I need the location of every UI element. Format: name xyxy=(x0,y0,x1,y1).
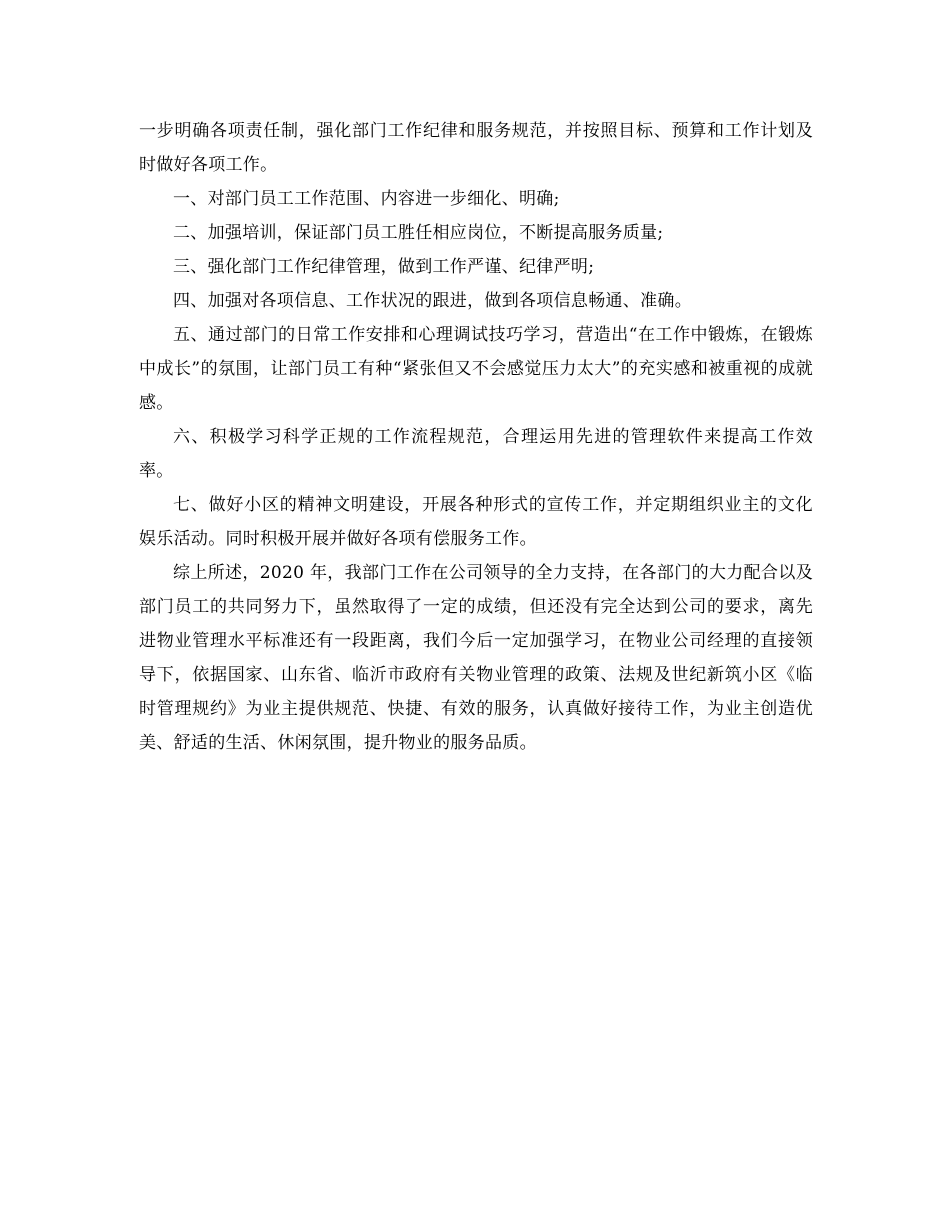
paragraph-item-1: 一、对部门员工工作范围、内容进一步细化、明确; xyxy=(173,189,560,209)
paragraph-continued: 一步明确各项责任制，强化部门工作纪律和服务规范，并按照目标、预算和工作计划及时做好各项工作。 xyxy=(139,121,813,175)
paragraph-item-4: 四、加强对各项信息、工作状况的跟进，做到各项信息畅通、准确。 xyxy=(173,291,692,311)
paragraph-summary: 综上所述，2020 年，我部门工作在公司领导的全力支持，在各部门的大力配合以及部门员工的共同努力下，虽然取得了一定的成绩，但还没有完全达到公司的要求，离先进物业管理水平标准还有一段距离，我们今后一定加强学习，在物业公司经理的直接领导下，依据国家、山东省、临沂市政府有关物业管理的政策、法规及世纪新筑小区《临时管理规约》为业主提供规范、快捷、有效的服务，认真做好接待工作，为业主创造优美、舒适的生活、休闲氛围，提升物业的服务品质。 xyxy=(139,563,813,753)
paragraph-item-3: 三、强化部门工作纪律管理，做到工作严谨、纪律严明; xyxy=(173,257,595,277)
paragraph-item-5: 五、通过部门的日常工作安排和心理调试技巧学习，营造出“在工作中锻炼，在锻炼中成长”的氛围，让部门员工有种“紧张但又不会感觉压力太大”的充实感和被重视的成就感。 xyxy=(139,325,813,413)
paragraph-item-2: 二、加强培训，保证部门员工胜任相应岗位，不断提高服务质量; xyxy=(173,223,664,243)
paragraph-item-7: 七、做好小区的精神文明建设，开展各种形式的宣传工作，并定期组织业主的文化娱乐活动。同时积极开展并做好各项有偿服务工作。 xyxy=(139,495,813,549)
paragraph-item-6: 六、积极学习科学正规的工作流程规范，合理运用先进的管理软件来提高工作效率。 xyxy=(139,427,813,481)
document-body xyxy=(139,114,813,760)
